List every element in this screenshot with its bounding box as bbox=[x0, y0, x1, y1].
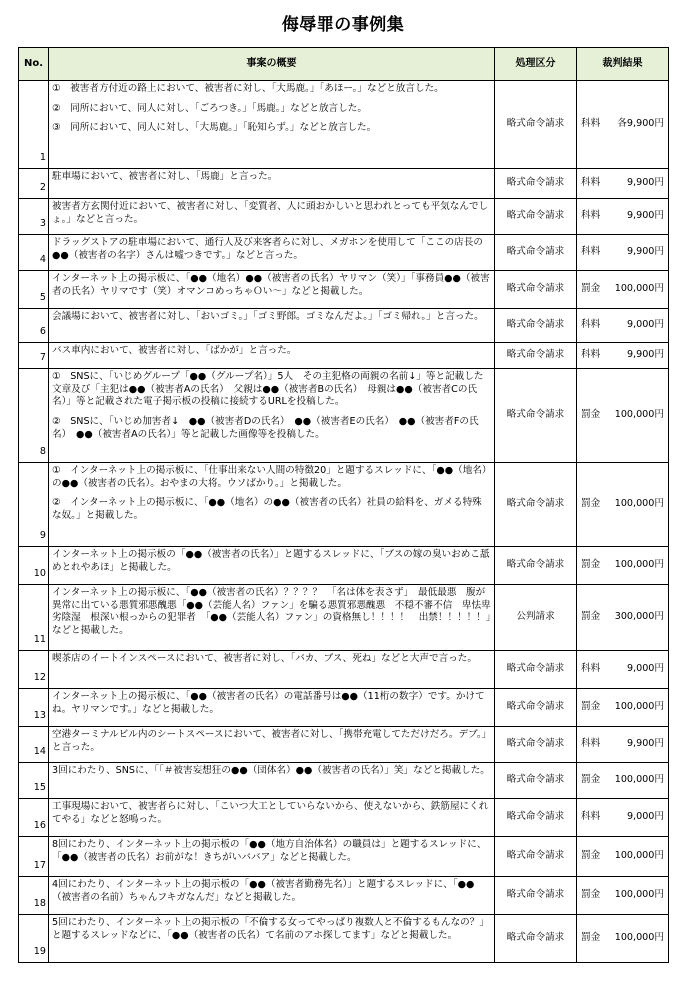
process-type: 公判請求 bbox=[495, 585, 577, 651]
penalty-type: 罰金 bbox=[581, 889, 601, 901]
row-number: 12 bbox=[19, 651, 49, 689]
penalty-amount: 9,000円 bbox=[626, 319, 664, 331]
summary-paragraph: ③ 同所において、同人に対し、「大馬鹿。」「恥知らず。」などと放言した。 bbox=[52, 122, 377, 134]
penalty-type: 罰金 bbox=[581, 283, 601, 295]
summary-paragraph: 空港ターミナルビル内のシートスペースにおいて、被害者に対し、「携帯充電してただけだろ。デブ。」と言った。 bbox=[52, 729, 487, 753]
court-result bbox=[577, 727, 669, 763]
case-summary bbox=[49, 689, 495, 727]
court-result bbox=[577, 837, 669, 877]
court-result bbox=[577, 343, 669, 369]
row-number: 8 bbox=[19, 369, 49, 463]
summary-paragraph: 会議場において、被害者に対し、「おいゴミ。」「ゴミ野郎。ゴミなんだよ。」「ゴミ帰れ。」と言った。 bbox=[52, 311, 484, 322]
summary-paragraph: ① SNSに、「いじめグループ「●●（グループ名）」5人 その主犯格の両親の名前↓」等と記載した文章及び「主犯は●●（被害者Aの氏名） 父親は●●（被害者Bの氏名） 母親は●●（被害者Cの氏名）」等と記載された電子掲示板の投稿に接続するURLを投稿した。 bbox=[52, 371, 484, 408]
court-result bbox=[577, 763, 669, 799]
case-summary bbox=[49, 799, 495, 837]
summary-paragraph: ① 被害者方付近の路上において、被害者に対し、「大馬鹿。」「あほー。」などと放言した。 bbox=[52, 83, 444, 94]
penalty-type: 科料 bbox=[581, 246, 601, 258]
process-type: 略式命令請求 bbox=[495, 837, 577, 877]
summary-paragraph: ① インターネット上の掲示板に、「仕事出来ない人間の特徴20」と題するスレッドに、「●●（地名）の●●（被害者の氏名）。おやまの大将。ウソばかり。」と掲載した。 bbox=[52, 465, 487, 489]
process-type: 略式命令請求 bbox=[495, 271, 577, 309]
penalty-type: 科料 bbox=[581, 319, 601, 331]
row-number: 4 bbox=[19, 235, 49, 271]
summary-paragraph: インターネット上の掲示板に、「●●（被害者の氏名）？？？？ 「名は体を表さず」 最低最悪 腹が異常に出ている悪質邪悪醜悪「●●（芸能人名）ファン」を騙る悪質邪悪醜悪 不穏不審不信 卑怯卑劣陰湿 根深い根っからの犯罪者 「●●（芸能人名）ファン」の資格無し！！！！ 出禁！！！！！」などと掲載した。 bbox=[52, 587, 491, 636]
penalty-amount: 各9,900円 bbox=[617, 118, 664, 130]
process-type: 略式命令請求 bbox=[495, 309, 577, 343]
court-result bbox=[577, 799, 669, 837]
process-type: 略式命令請求 bbox=[495, 81, 577, 169]
case-summary bbox=[49, 547, 495, 585]
summary-paragraph: 5回にわたり、インターネット上の掲示板の「不倫する女ってやっぱり複数人と不倫するもんなの？」と題するスレッドなどに、「●●（被害者の氏名）て名前のアホ探してます」などと掲載した。 bbox=[52, 917, 489, 941]
penalty-type: 罰金 bbox=[581, 559, 601, 571]
case-summary bbox=[49, 309, 495, 343]
table-row bbox=[19, 651, 669, 689]
table-row bbox=[19, 343, 669, 369]
process-type: 略式命令請求 bbox=[495, 763, 577, 799]
summary-paragraph: 8回にわたり、インターネット上の掲示板の「●●（地方自治体名）の職員は」と題するスレッドに、「●●（被害者の氏名）お前がな！きちがいババア」などと掲載した。 bbox=[52, 839, 487, 863]
case-summary bbox=[49, 877, 495, 915]
court-result bbox=[577, 271, 669, 309]
table-row bbox=[19, 271, 669, 309]
penalty-amount: 100,000円 bbox=[614, 409, 664, 421]
process-type: 略式命令請求 bbox=[495, 651, 577, 689]
penalty-type: 罰金 bbox=[581, 850, 601, 862]
court-result bbox=[577, 235, 669, 271]
penalty-type: 罰金 bbox=[581, 932, 601, 944]
summary-paragraph: ドラッグストアの駐車場において、通行人及び来客者らに対し、メガホンを使用して「ここの店長の●●（被害者の名字）さんは嘘つきです。」などと言った。 bbox=[52, 237, 483, 261]
process-type: 略式命令請求 bbox=[495, 915, 577, 963]
process-type: 略式命令請求 bbox=[495, 463, 577, 547]
penalty-amount: 100,000円 bbox=[614, 283, 664, 295]
page-title: 侮辱罪の事例集 bbox=[281, 15, 405, 35]
process-type: 略式命令請求 bbox=[495, 343, 577, 369]
court-result bbox=[577, 877, 669, 915]
summary-paragraph: ② SNSに、「いじめ加害者↓ ●●（被害者Dの氏名） ●●（被害者Eの氏名） ●●（被害者Fの氏名） ●●（被害者Aの氏名）」等と記載した画像等を投稿した。 bbox=[52, 415, 479, 440]
table-row bbox=[19, 689, 669, 727]
court-result bbox=[577, 169, 669, 199]
case-summary bbox=[49, 81, 495, 169]
row-number: 3 bbox=[19, 199, 49, 235]
row-number: 14 bbox=[19, 727, 49, 763]
summary-paragraph: 喫茶店のイートインスペースにおいて、被害者に対し、「バカ、ブス、死ね」などと大声で言った。 bbox=[52, 653, 477, 664]
penalty-type: 罰金 bbox=[581, 409, 601, 421]
process-type: 略式命令請求 bbox=[495, 199, 577, 235]
summary-paragraph: 駐車場において、被害者に対し、「馬鹿」と言った。 bbox=[52, 171, 278, 182]
table-row bbox=[19, 799, 669, 837]
row-number: 1 bbox=[19, 81, 49, 169]
process-type: 略式命令請求 bbox=[495, 369, 577, 463]
case-summary bbox=[49, 463, 495, 547]
penalty-amount: 300,000円 bbox=[614, 611, 664, 623]
penalty-amount: 100,000円 bbox=[614, 498, 664, 510]
header-no: No. bbox=[19, 48, 49, 81]
penalty-type: 科料 bbox=[581, 210, 601, 222]
header-summary: 事案の概要 bbox=[49, 48, 495, 81]
penalty-type: 科料 bbox=[581, 118, 601, 130]
table-row bbox=[19, 81, 669, 169]
penalty-type: 科料 bbox=[581, 663, 601, 675]
row-number: 11 bbox=[19, 585, 49, 651]
row-number: 7 bbox=[19, 343, 49, 369]
penalty-type: 科料 bbox=[581, 177, 601, 189]
process-type: 略式命令請求 bbox=[495, 727, 577, 763]
summary-paragraph: インターネット上の掲示板に、「●●（被害者の氏名）の電話番号は●●（11桁の数字）です。かけてね。ヤリマンです。」などと掲載した。 bbox=[52, 691, 485, 715]
court-result bbox=[577, 547, 669, 585]
table-row bbox=[19, 727, 669, 763]
row-number: 18 bbox=[19, 877, 49, 915]
row-number: 2 bbox=[19, 169, 49, 199]
process-type: 略式命令請求 bbox=[495, 235, 577, 271]
penalty-type: 罰金 bbox=[581, 701, 601, 713]
table-header-row bbox=[19, 48, 669, 81]
table-row bbox=[19, 463, 669, 547]
penalty-type: 科料 bbox=[581, 349, 601, 361]
process-type: 略式命令請求 bbox=[495, 799, 577, 837]
court-result bbox=[577, 689, 669, 727]
penalty-amount: 9,900円 bbox=[626, 210, 664, 222]
row-number: 10 bbox=[19, 547, 49, 585]
header-process: 処理区分 bbox=[495, 48, 577, 81]
summary-paragraph: 被害者方玄関付近において、被害者に対し、「変質者、人に頭おかしいと思われとっても平気なんでしょ。」などと言った。 bbox=[52, 201, 489, 225]
court-result bbox=[577, 81, 669, 169]
penalty-amount: 9,000円 bbox=[626, 663, 664, 675]
penalty-amount: 100,000円 bbox=[614, 889, 664, 901]
table-row bbox=[19, 199, 669, 235]
summary-paragraph: バス車内において、被害者に対し、「ばかが」と言った。 bbox=[52, 345, 297, 356]
penalty-amount: 100,000円 bbox=[614, 701, 664, 713]
table-row bbox=[19, 877, 669, 915]
penalty-amount: 9,900円 bbox=[626, 738, 664, 750]
penalty-type: 科料 bbox=[581, 811, 601, 823]
case-summary bbox=[49, 343, 495, 369]
case-summary bbox=[49, 585, 495, 651]
row-number: 19 bbox=[19, 915, 49, 963]
case-summary bbox=[49, 651, 495, 689]
summary-paragraph: インターネット上の掲示板に、「●●（地名）●●（被害者の氏名）ヤリマン（笑）」「事務員●●（被害者の氏名）ヤリマです（笑）オマンコめっちゃＯい～」などと掲載した。 bbox=[52, 273, 490, 297]
court-result bbox=[577, 199, 669, 235]
summary-paragraph: インターネット上の掲示板の「●●（被害者の氏名）」と題するスレッドに、「ブスの嫁の臭いおめこ舐めとれやあほ」と掲載した。 bbox=[52, 549, 490, 573]
table-row bbox=[19, 837, 669, 877]
penalty-amount: 9,900円 bbox=[626, 246, 664, 258]
summary-paragraph: 工事現場において、被害者らに対し、「こいつ大工としていらないから、使えないから、鉄筋屋にくれてやる」などと怒鳴った。 bbox=[52, 801, 489, 825]
row-number: 9 bbox=[19, 463, 49, 547]
table-body bbox=[19, 81, 669, 963]
penalty-amount: 9,000円 bbox=[626, 811, 664, 823]
header-result: 裁判結果 bbox=[577, 48, 669, 81]
case-summary bbox=[49, 369, 495, 463]
table-row bbox=[19, 309, 669, 343]
table-row bbox=[19, 585, 669, 651]
penalty-amount: 100,000円 bbox=[614, 774, 664, 786]
penalty-amount: 100,000円 bbox=[614, 559, 664, 571]
penalty-amount: 100,000円 bbox=[614, 932, 664, 944]
court-result bbox=[577, 651, 669, 689]
row-number: 16 bbox=[19, 799, 49, 837]
case-table bbox=[18, 47, 669, 963]
penalty-type: 罰金 bbox=[581, 774, 601, 786]
summary-paragraph: 4回にわたり、インターネット上の掲示板の「●●（被害者勤務先名）」と題するスレッドに、「●●（被害者の名前）ちゃんフキガなんだ」などと掲載した。 bbox=[52, 879, 475, 903]
table-row bbox=[19, 235, 669, 271]
table-row bbox=[19, 915, 669, 963]
summary-paragraph: ② インターネット上の掲示板に、「●●（地名）の●●（被害者の氏名）社員の給料を、ガメる特殊な奴。」と掲載した。 bbox=[52, 497, 482, 521]
row-number: 15 bbox=[19, 763, 49, 799]
penalty-amount: 9,900円 bbox=[626, 349, 664, 361]
summary-paragraph: 3回にわたり、SNSに、「「＃被害妄想狂の●●（団体名）●●（被害者の氏名）」笑」などと掲載した。 bbox=[52, 765, 490, 776]
court-result bbox=[577, 915, 669, 963]
court-result bbox=[577, 309, 669, 343]
row-number: 5 bbox=[19, 271, 49, 309]
penalty-type: 罰金 bbox=[581, 611, 601, 623]
process-type: 略式命令請求 bbox=[495, 877, 577, 915]
row-number: 13 bbox=[19, 689, 49, 727]
penalty-amount: 9,900円 bbox=[626, 177, 664, 189]
case-summary bbox=[49, 169, 495, 199]
court-result bbox=[577, 463, 669, 547]
case-summary bbox=[49, 915, 495, 963]
penalty-amount: 100,000円 bbox=[614, 850, 664, 862]
case-summary bbox=[49, 235, 495, 271]
process-type: 略式命令請求 bbox=[495, 547, 577, 585]
table-row bbox=[19, 369, 669, 463]
case-summary bbox=[49, 727, 495, 763]
table-row bbox=[19, 169, 669, 199]
case-summary bbox=[49, 763, 495, 799]
row-number: 17 bbox=[19, 837, 49, 877]
process-type: 略式命令請求 bbox=[495, 689, 577, 727]
penalty-type: 科料 bbox=[581, 738, 601, 750]
row-number: 6 bbox=[19, 309, 49, 343]
case-summary bbox=[49, 271, 495, 309]
case-summary bbox=[49, 199, 495, 235]
case-summary bbox=[49, 837, 495, 877]
court-result bbox=[577, 369, 669, 463]
table-row bbox=[19, 547, 669, 585]
penalty-type: 罰金 bbox=[581, 498, 601, 510]
table-row bbox=[19, 763, 669, 799]
process-type: 略式命令請求 bbox=[495, 169, 577, 199]
summary-paragraph: ② 同所において、同人に対し、「ごろつき。」「馬鹿。」などと放言した。 bbox=[52, 102, 367, 114]
court-result bbox=[577, 585, 669, 651]
